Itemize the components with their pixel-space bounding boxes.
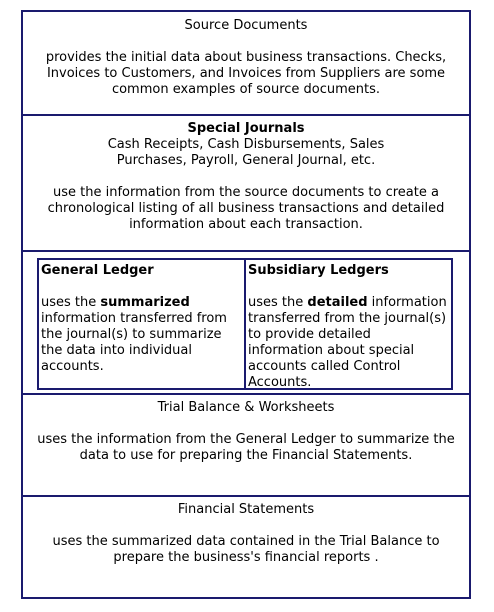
subsidiary-ledgers-desc-bold: detailed	[307, 295, 368, 310]
financial-statements-description: uses the summarized data contained in the Trial Balance to prepare the business's financial reports .	[52, 534, 440, 565]
general-ledger-desc-prefix: uses the	[41, 295, 101, 310]
trial-balance-box	[23, 395, 469, 497]
source-documents-box	[23, 12, 469, 116]
subsidiary-ledgers-cell	[244, 260, 451, 388]
trial-balance-description: uses the information from the General Ledger to summarize the data to use for preparing the Financial Statements.	[37, 432, 455, 463]
special-journals-box	[23, 116, 469, 252]
flow-diagram	[21, 10, 471, 599]
special-journals-description: use the information from the source documents to create a chronological listing of all business transactions and detailed information about each transaction.	[47, 185, 445, 232]
subsidiary-ledgers-title: Subsidiary Ledgers	[248, 263, 389, 278]
source-documents-description: provides the initial data about business transactions. Checks, Invoices to Customers, and Invoices from Suppliers are some common examples of source documents.	[45, 50, 447, 97]
financial-statements-title: Financial Statements	[177, 502, 315, 517]
general-ledger-title: General Ledger	[41, 263, 154, 278]
general-ledger-desc-bold: summarized	[100, 295, 190, 310]
special-journals-title: Special Journals	[187, 121, 305, 136]
subsidiary-ledgers-desc-suffix: information transferred from the journal(s) to provide detailed information about special accounts called Control Accounts.	[248, 295, 447, 390]
general-ledger-cell	[39, 260, 244, 388]
general-ledger-desc-suffix: information transferred from the journal(s) to summarize the data into individual accounts.	[41, 311, 227, 374]
subsidiary-ledgers-desc-prefix: uses the	[248, 295, 308, 310]
special-journals-examples: Cash Receipts, Cash Disbursements, Sales Purchases, Payroll, General Journal, etc.	[107, 137, 385, 168]
financial-statements-box	[23, 497, 469, 597]
source-documents-title: Source Documents	[184, 18, 308, 33]
ledgers-box	[23, 252, 469, 395]
ledgers-table	[37, 258, 453, 390]
trial-balance-title: Trial Balance & Worksheets	[157, 400, 335, 415]
